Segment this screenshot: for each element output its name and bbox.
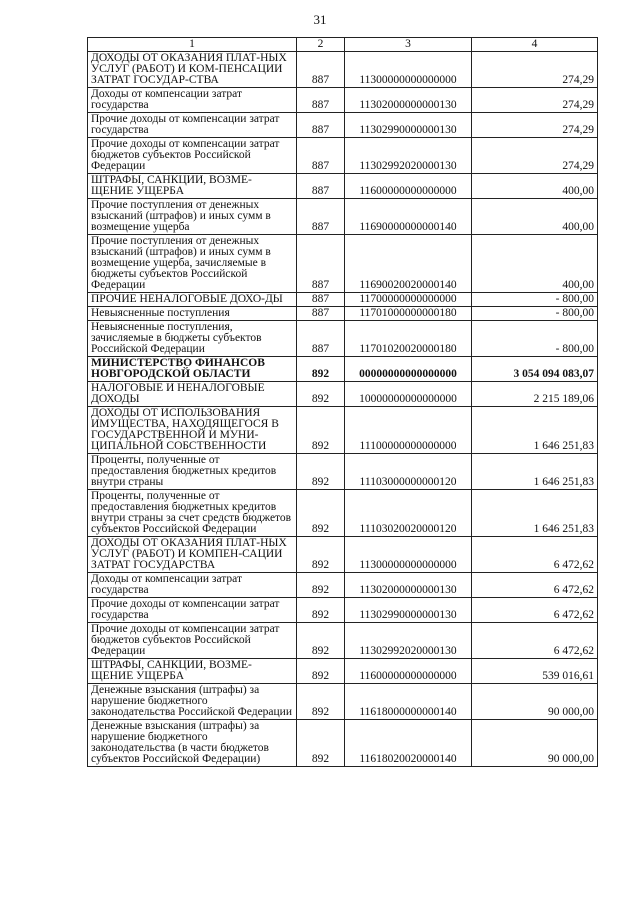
row-amount: 2 215 189,06 bbox=[472, 382, 598, 407]
row-budget-code: 11103000000000120 bbox=[345, 454, 472, 490]
row-budget-code: 11618000000000140 bbox=[345, 684, 472, 720]
row-amount: 6 472,62 bbox=[472, 573, 598, 598]
row-name: ШТРАФЫ, САНКЦИИ, ВОЗМЕ-ЩЕНИЕ УЩЕРБА bbox=[88, 659, 297, 684]
column-header: 3 bbox=[345, 38, 472, 52]
table-row bbox=[88, 490, 598, 537]
table-row bbox=[88, 407, 598, 454]
row-amount: 1 646 251,83 bbox=[472, 454, 598, 490]
row-budget-code: 11700000000000000 bbox=[345, 293, 472, 307]
row-amount: 6 472,62 bbox=[472, 537, 598, 573]
table-row bbox=[88, 88, 598, 113]
row-budget-code: 11690000000000140 bbox=[345, 199, 472, 235]
table-row bbox=[88, 573, 598, 598]
row-name: Невыясненные поступления bbox=[88, 307, 297, 321]
table-row bbox=[88, 235, 598, 293]
table-body bbox=[88, 52, 598, 767]
row-admin-code: 887 bbox=[297, 321, 345, 357]
row-amount: - 800,00 bbox=[472, 293, 598, 307]
row-budget-code: 11302000000000130 bbox=[345, 88, 472, 113]
table-row bbox=[88, 720, 598, 767]
row-amount: 274,29 bbox=[472, 52, 598, 88]
row-name: Невыясненные поступления, зачисляемые в бюджеты субъектов Российской Федерации bbox=[88, 321, 297, 357]
table-row bbox=[88, 321, 598, 357]
row-name: ДОХОДЫ ОТ ОКАЗАНИЯ ПЛАТ-НЫХ УСЛУГ (РАБОТ) И КОМ-ПЕНСАЦИИ ЗАТРАТ ГОСУДАР-СТВА bbox=[88, 52, 297, 88]
row-admin-code: 892 bbox=[297, 573, 345, 598]
row-budget-code: 11300000000000000 bbox=[345, 537, 472, 573]
row-admin-code: 892 bbox=[297, 684, 345, 720]
row-admin-code: 887 bbox=[297, 307, 345, 321]
row-amount: 90 000,00 bbox=[472, 684, 598, 720]
table-row bbox=[88, 52, 598, 88]
row-admin-code: 892 bbox=[297, 490, 345, 537]
row-amount: 274,29 bbox=[472, 88, 598, 113]
row-amount: 6 472,62 bbox=[472, 623, 598, 659]
row-admin-code: 892 bbox=[297, 598, 345, 623]
row-name: Денежные взыскания (штрафы) за нарушение бюджетного законодательства Российской Федерации bbox=[88, 684, 297, 720]
row-budget-code: 11103020020000120 bbox=[345, 490, 472, 537]
row-name: Денежные взыскания (штрафы) за нарушение бюджетного законодательства (в части бюджетов субъектов Российской Федерации) bbox=[88, 720, 297, 767]
row-admin-code: 892 bbox=[297, 659, 345, 684]
table-row bbox=[88, 199, 598, 235]
table-row bbox=[88, 684, 598, 720]
row-admin-code: 892 bbox=[297, 537, 345, 573]
row-budget-code: 10000000000000000 bbox=[345, 382, 472, 407]
row-budget-code: 11701000000000180 bbox=[345, 307, 472, 321]
row-budget-code: 11302000000000130 bbox=[345, 573, 472, 598]
table-row bbox=[88, 174, 598, 199]
table-row bbox=[88, 659, 598, 684]
row-amount: 539 016,61 bbox=[472, 659, 598, 684]
row-budget-code: 11690020020000140 bbox=[345, 235, 472, 293]
row-name: Прочие доходы от компенсации затрат бюджетов субъектов Российской Федерации bbox=[88, 138, 297, 174]
row-admin-code: 887 bbox=[297, 113, 345, 138]
row-amount: 1 646 251,83 bbox=[472, 407, 598, 454]
row-amount: 400,00 bbox=[472, 199, 598, 235]
table-row bbox=[88, 623, 598, 659]
row-admin-code: 887 bbox=[297, 88, 345, 113]
row-admin-code: 892 bbox=[297, 454, 345, 490]
row-admin-code: 892 bbox=[297, 357, 345, 382]
row-budget-code: 11302992020000130 bbox=[345, 138, 472, 174]
row-name: ПРОЧИЕ НЕНАЛОГОВЫЕ ДОХО-ДЫ bbox=[88, 293, 297, 307]
row-admin-code: 887 bbox=[297, 235, 345, 293]
column-header: 2 bbox=[297, 38, 345, 52]
row-amount: 90 000,00 bbox=[472, 720, 598, 767]
row-admin-code: 892 bbox=[297, 720, 345, 767]
row-name: ШТРАФЫ, САНКЦИИ, ВОЗМЕ-ЩЕНИЕ УЩЕРБА bbox=[88, 174, 297, 199]
row-name: Прочие поступления от денежных взысканий (штрафов) и иных сумм в возмещение ущерба, зачисляемые в бюджеты субъектов Российской Федерации bbox=[88, 235, 297, 293]
row-name: Доходы от компенсации затрат государства bbox=[88, 573, 297, 598]
row-amount: 3 054 094 083,07 bbox=[472, 357, 598, 382]
table-row bbox=[88, 357, 598, 382]
table-row bbox=[88, 138, 598, 174]
row-amount: 400,00 bbox=[472, 174, 598, 199]
row-amount: 274,29 bbox=[472, 113, 598, 138]
row-budget-code: 11600000000000000 bbox=[345, 659, 472, 684]
table-row bbox=[88, 113, 598, 138]
table-row bbox=[88, 454, 598, 490]
row-amount: 6 472,62 bbox=[472, 598, 598, 623]
row-budget-code: 11618020020000140 bbox=[345, 720, 472, 767]
row-budget-code: 11302990000000130 bbox=[345, 113, 472, 138]
row-budget-code: 11302992020000130 bbox=[345, 623, 472, 659]
row-name: Прочие поступления от денежных взысканий (штрафов) и иных сумм в возмещение ущерба bbox=[88, 199, 297, 235]
row-name: НАЛОГОВЫЕ И НЕНАЛОГОВЫЕ ДОХОДЫ bbox=[88, 382, 297, 407]
row-admin-code: 887 bbox=[297, 138, 345, 174]
row-name: Проценты, полученные от предоставления бюджетных кредитов внутри страны за счет средств бюджетов субъектов Российской Федерации bbox=[88, 490, 297, 537]
row-name: Проценты, полученные от предоставления бюджетных кредитов внутри страны bbox=[88, 454, 297, 490]
row-name: МИНИСТЕРСТВО ФИНАНСОВ НОВГОРОДСКОЙ ОБЛАСТИ bbox=[88, 357, 297, 382]
row-budget-code: 11701020020000180 bbox=[345, 321, 472, 357]
row-amount: 274,29 bbox=[472, 138, 598, 174]
row-admin-code: 892 bbox=[297, 382, 345, 407]
row-admin-code: 892 bbox=[297, 623, 345, 659]
row-name: ДОХОДЫ ОТ ИСПОЛЬЗОВАНИЯ ИМУЩЕСТВА, НАХОДЯЩЕГОСЯ В ГОСУДАРСТВЕННОЙ И МУНИ-ЦИПАЛЬНОЙ СОБСТВЕННОСТИ bbox=[88, 407, 297, 454]
column-header: 1 bbox=[88, 38, 297, 52]
row-admin-code: 887 bbox=[297, 199, 345, 235]
row-admin-code: 887 bbox=[297, 293, 345, 307]
row-name: ДОХОДЫ ОТ ОКАЗАНИЯ ПЛАТ-НЫХ УСЛУГ (РАБОТ) И КОМПЕН-САЦИИ ЗАТРАТ ГОСУДАРСТВА bbox=[88, 537, 297, 573]
row-budget-code: 00000000000000000 bbox=[345, 357, 472, 382]
revenue-table bbox=[87, 37, 598, 767]
table-row bbox=[88, 307, 598, 321]
row-budget-code: 11600000000000000 bbox=[345, 174, 472, 199]
row-amount: 1 646 251,83 bbox=[472, 490, 598, 537]
row-amount: - 800,00 bbox=[472, 321, 598, 357]
row-budget-code: 11100000000000000 bbox=[345, 407, 472, 454]
column-header: 4 bbox=[472, 38, 598, 52]
row-admin-code: 887 bbox=[297, 174, 345, 199]
table-row bbox=[88, 537, 598, 573]
page-number: 31 bbox=[313, 12, 327, 27]
row-amount: - 800,00 bbox=[472, 307, 598, 321]
row-admin-code: 892 bbox=[297, 407, 345, 454]
row-amount: 400,00 bbox=[472, 235, 598, 293]
table-row bbox=[88, 293, 598, 307]
table-row bbox=[88, 382, 598, 407]
row-budget-code: 11300000000000000 bbox=[345, 52, 472, 88]
row-name: Прочие доходы от компенсации затрат государства bbox=[88, 598, 297, 623]
table-row bbox=[88, 598, 598, 623]
row-budget-code: 11302990000000130 bbox=[345, 598, 472, 623]
row-admin-code: 887 bbox=[297, 52, 345, 88]
table-header-row bbox=[88, 38, 598, 52]
row-name: Прочие доходы от компенсации затрат бюджетов субъектов Российской Федерации bbox=[88, 623, 297, 659]
row-name: Доходы от компенсации затрат государства bbox=[88, 88, 297, 113]
row-name: Прочие доходы от компенсации затрат государства bbox=[88, 113, 297, 138]
